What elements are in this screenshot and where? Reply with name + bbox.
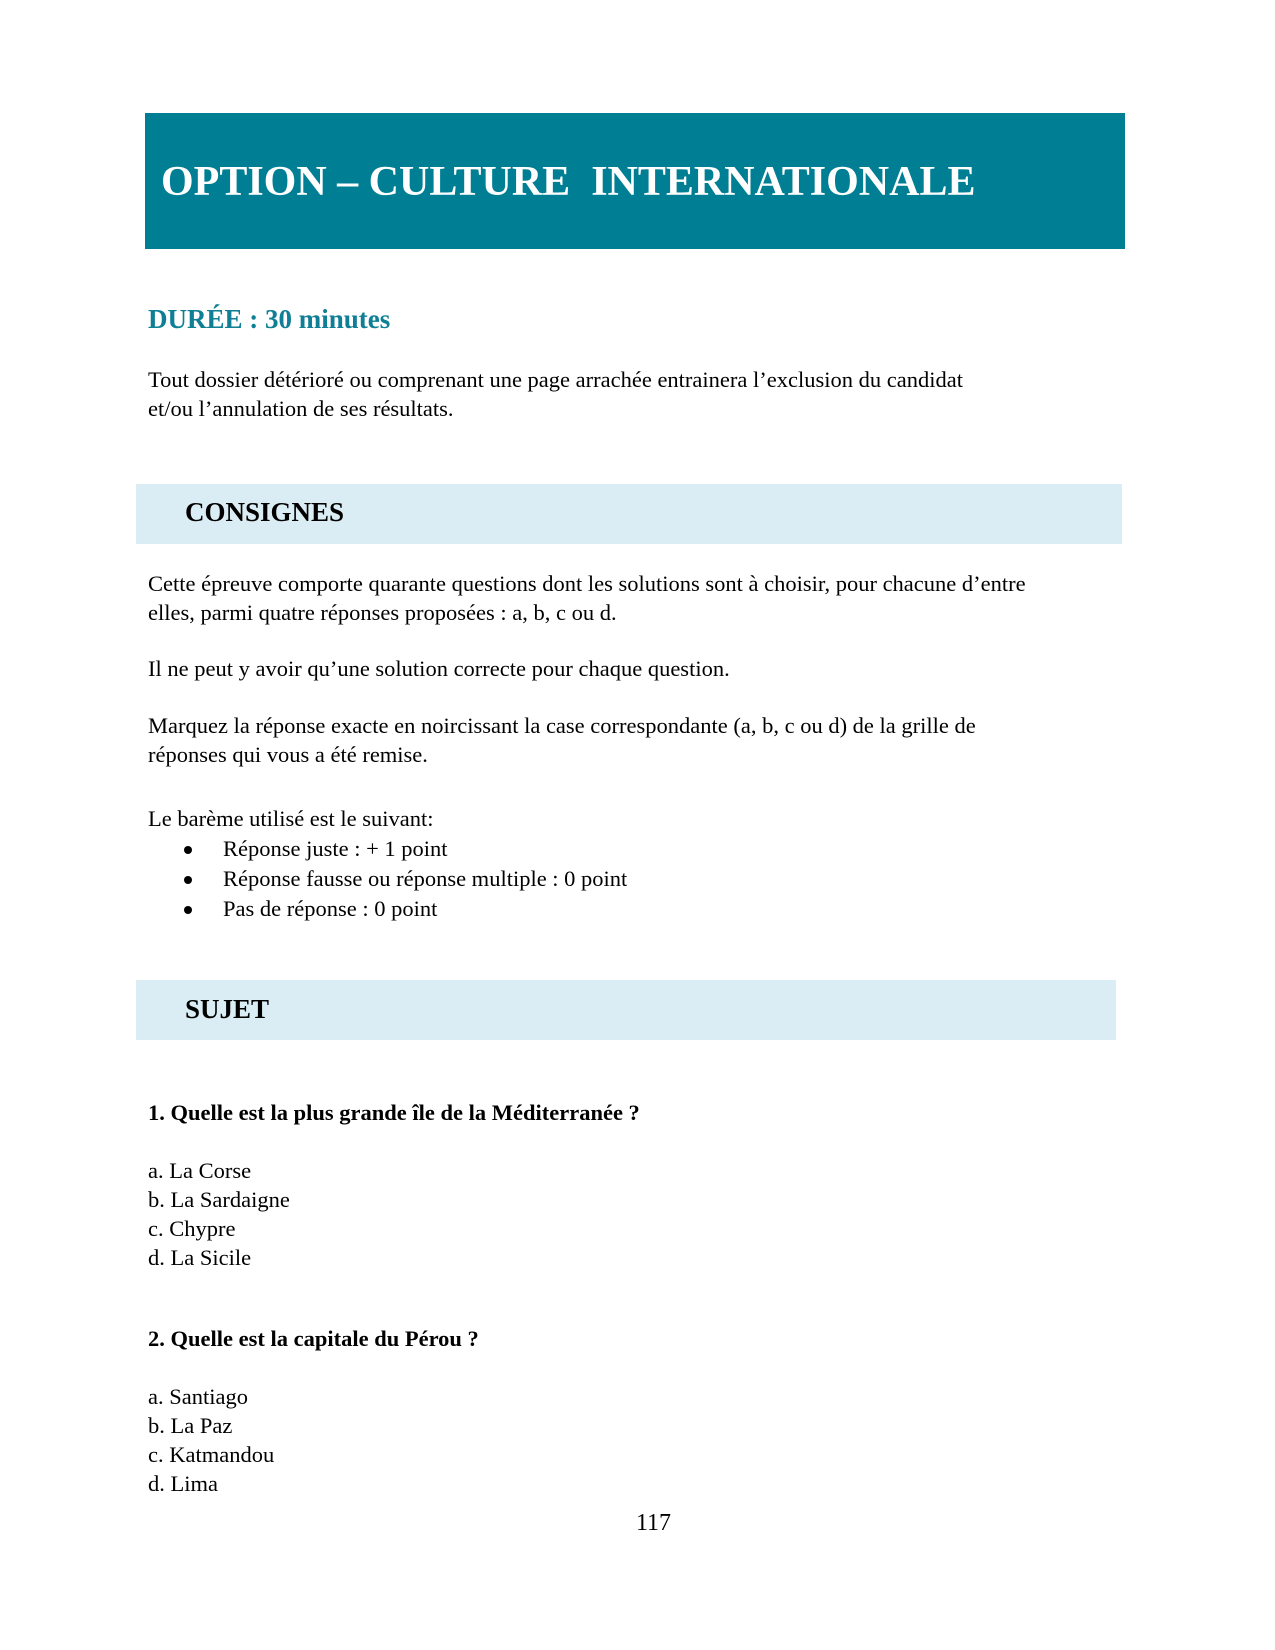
consignes-section-header [136,484,1122,544]
bullet-icon [184,846,192,854]
warning-line-1: Tout dossier détérioré ou comprenant une page arrachée entrainera l’exclusion du candidat [148,367,963,392]
bareme-item-text: Réponse fausse ou réponse multiple : 0 point [223,866,628,891]
consignes-p3-line-1: Marquez la réponse exacte en noircissant la case correspondante (a, b, c ou d) de la grille de [148,713,976,738]
consignes-paragraph-2: Il ne peut y avoir qu’une solution correcte pour chaque question. [148,656,730,681]
consignes-p1-line-2: elles, parmi quatre réponses proposées : a, b, c ou d. [148,600,617,625]
list-item [148,864,627,894]
list-item: b. La Paz [148,1413,233,1438]
warning-line-2: et/ou l’annulation de ses résultats. [148,396,454,421]
bareme-intro: Le barème utilisé est le suivant: [148,806,434,831]
title-banner [145,113,1125,249]
bareme-list [148,834,627,924]
question-1-options [148,1156,290,1272]
list-item: b. La Sardaigne [148,1187,290,1212]
bareme-item-text: Pas de réponse : 0 point [223,896,438,921]
bullet-icon [184,876,192,884]
list-item [148,894,627,924]
list-item: d. La Sicile [148,1245,252,1270]
list-item: c. Katmandou [148,1442,275,1467]
question-2-options [148,1382,274,1498]
list-item: c. Chypre [148,1216,236,1241]
sujet-heading: SUJET [185,994,270,1024]
list-item [148,834,627,864]
consignes-p3-line-2: réponses qui vous a été remise. [148,742,428,767]
list-item: d. Lima [148,1471,218,1496]
page-title: OPTION – CULTURE INTERNATIONALE [161,159,976,205]
consignes-heading: CONSIGNES [185,497,345,527]
list-item: a. La Corse [148,1158,252,1183]
bullet-icon [184,906,192,914]
list-item: a. Santiago [148,1384,248,1409]
consignes-p1-line-1: Cette épreuve comporte quarante questions dont les solutions sont à choisir, pour chacune d’entre [148,571,1026,596]
bareme-item-text: Réponse juste : + 1 point [223,836,448,861]
page-number: 117 [635,1510,672,1536]
warning-paragraph [148,365,1108,423]
consignes-paragraph-3 [148,711,1138,769]
duration-label: DURÉE : 30 minutes [148,304,391,334]
sujet-section-header [136,980,1116,1040]
question-1: 1. Quelle est la plus grande île de la Méditerranée ? [148,1100,640,1125]
question-2: 2. Quelle est la capitale du Pérou ? [148,1326,479,1351]
consignes-paragraph-1 [148,569,1138,627]
